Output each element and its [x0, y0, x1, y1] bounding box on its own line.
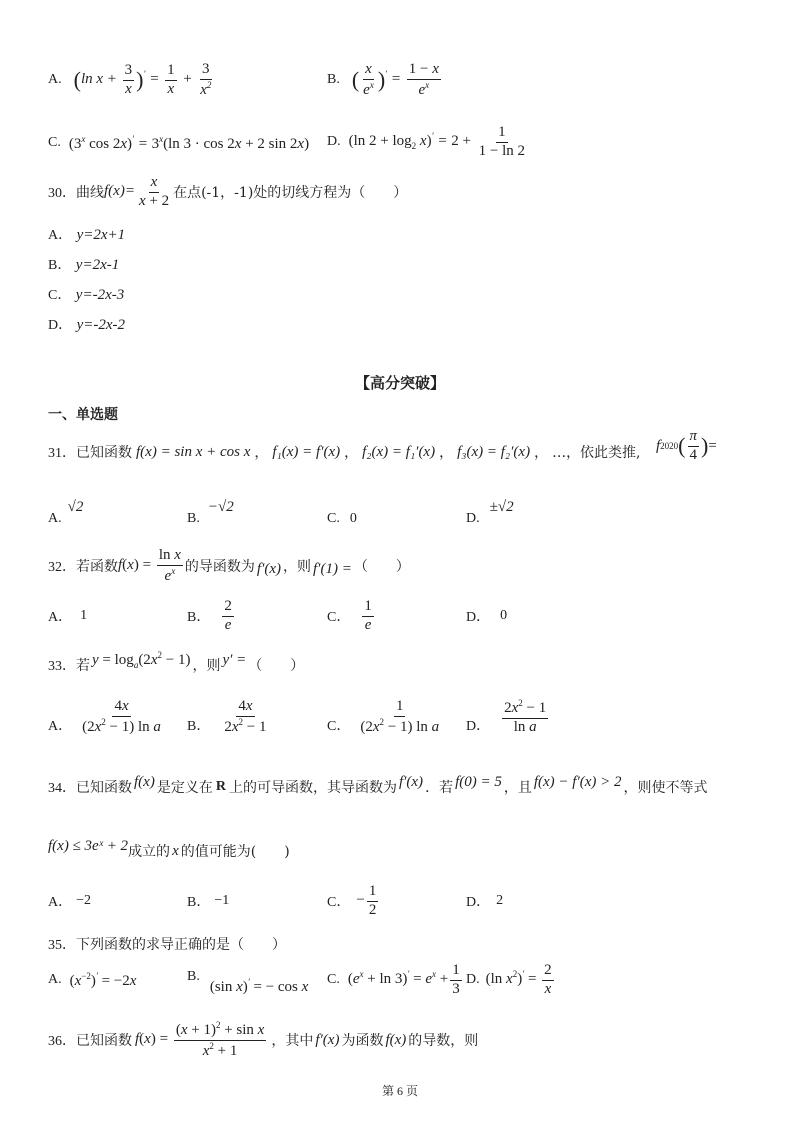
q31-option-b: [187, 500, 234, 526]
q29-option-a: [48, 60, 215, 100]
q34-x: x: [172, 842, 179, 859]
option-text: −√2: [207, 498, 234, 515]
q36-fx: f(x): [385, 1031, 407, 1048]
option-text: 1: [80, 608, 88, 623]
q32-deriv: f′(x): [256, 560, 282, 577]
q35-option-a: [48, 960, 136, 1000]
q32-c-frac: $\frac{1}{e}$: [364, 598, 372, 633]
option-text: y=-2x-3: [75, 287, 125, 303]
q31-f3: f₃(x) = f₂′(x): [457, 443, 531, 460]
q36-fpx: f′(x): [315, 1031, 340, 1048]
q35-a-formula: $(x^{-2})' = -2x$: [69, 970, 137, 989]
option-label: C．: [48, 288, 72, 303]
option-label: C．: [327, 610, 351, 625]
option-label: A．: [48, 228, 73, 243]
option-label: C.: [327, 511, 340, 526]
q31-option-d: [466, 500, 514, 526]
q34-ineq: f(x) ≤ 3eˣ + 2: [48, 837, 129, 854]
q32-option-c: [327, 598, 376, 634]
option-label: A．: [48, 610, 73, 625]
q35-b-formula: (sin x)′ = − cos x: [209, 976, 309, 995]
q34-stem7: 成立的: [128, 844, 171, 860]
q34-fpx: f′(x): [398, 773, 424, 790]
q29-option-a-formula: (ln x + $\frac{3}{x}$ )′ = $\frac{1}{x}$ + $\frac{3}{x^2}$: [73, 61, 212, 98]
page-number: 第 6 页: [381, 1084, 418, 1098]
q35-option-c: [327, 960, 464, 1000]
option-label: B.: [327, 72, 340, 87]
option-label: B．: [187, 895, 211, 910]
option-text: 0: [500, 608, 508, 623]
q34-fx: f(x): [134, 773, 155, 790]
q34-option-b: [187, 880, 229, 922]
option-label: D．: [466, 895, 491, 910]
q33-option-a: [48, 696, 165, 738]
option-text: y=2x+1: [76, 227, 126, 243]
q34-cond1: f(0) = 5: [455, 773, 502, 790]
q33-b-frac: $\frac{4x}{2x^2 - 1}$: [224, 698, 267, 735]
question-number: 31．: [48, 446, 76, 461]
q34-stem-line2: [48, 836, 290, 866]
option-label: C．: [327, 719, 351, 734]
q31-option-c: [327, 500, 357, 526]
q32-stem: [48, 546, 410, 586]
q30-option-d: [48, 314, 125, 334]
q36-func: f(x) = $\frac{(x + 1)^2 + \sin x}{x^2 + 1}$: [135, 1020, 265, 1059]
option-text: −2: [76, 893, 92, 908]
q29-option-b: [327, 60, 443, 100]
section-subtitle: 一、单选题: [48, 407, 118, 423]
q36-stem1: 已知函数: [76, 1033, 132, 1049]
q32-stem-prefix: 若函数: [76, 559, 118, 575]
option-text: 0: [349, 511, 357, 526]
option-text: y=2x-1: [75, 257, 120, 273]
q35-d-formula: (ln $x^2)'$ = $\frac{2}{x}$: [485, 962, 552, 997]
option-text: √2: [67, 498, 84, 515]
option-label: C.: [327, 972, 340, 987]
option-label: B．: [48, 258, 72, 273]
q34-option-a: [48, 880, 91, 922]
q34-stem8: 的值可能为( ): [180, 844, 290, 860]
section-title: 【高分突破】: [354, 374, 445, 392]
q35-c-formula: $(e^x + \ln 3)' = e^x$ + $\frac{1}{3}$: [347, 962, 460, 997]
q34-stem1: 已知函数: [76, 780, 132, 796]
option-label: A.: [48, 72, 62, 87]
option-label: D.: [466, 972, 480, 987]
q34-option-d: [466, 880, 503, 922]
q31-fx: f(x) = sin x + cos x: [136, 443, 251, 460]
q34-stem2: 是定义在: [156, 780, 213, 796]
q35-stem: [48, 932, 286, 956]
q31-stem-text: 已知函数: [76, 445, 132, 461]
option-text: 2: [496, 893, 504, 908]
option-label: C．: [327, 895, 351, 910]
q33-ask: y′ =: [222, 651, 247, 668]
q33-option-b: [187, 696, 270, 738]
q33-d-frac: $\frac{2x^2 - 1}{\text{ln a}}$: [504, 698, 547, 735]
q34-option-c: [327, 880, 380, 922]
q33-a-frac: $\frac{4x}{(2x^2 - 1) \ln a}$: [82, 698, 161, 735]
q33-stem-prefix: 若: [76, 658, 90, 674]
q29-option-d: [327, 122, 529, 162]
q32-stem-then: ，则: [283, 559, 312, 575]
q33-stem: [48, 650, 304, 680]
option-label: D．: [48, 318, 73, 333]
q30-stem: [48, 172, 407, 212]
q32-ask: f′(1) =: [313, 560, 352, 577]
option-label: A.: [48, 511, 62, 526]
q31-suffix: …，依此类推,: [552, 445, 641, 461]
q30-stem-suffix: 在点(-1，-1)处的切线方程为（ ）: [173, 185, 408, 201]
q31-f2: f₂(x) = f₁′(x): [362, 443, 436, 460]
option-text: ±√2: [489, 498, 514, 515]
q29-option-c-formula: (3$^x$ $\cos 2x)' = 3^x(\ln$ 3 · cos 2x + 2 sin 2x): [68, 133, 310, 152]
q32-func: f(x) = $\frac{\text{ln x}}{e^x}$: [118, 547, 181, 584]
q32-b-frac: $\frac{2}{e}$: [224, 598, 232, 633]
option-label: D.: [327, 134, 341, 149]
q33-option-c: [327, 696, 443, 738]
q32-option-b: [187, 598, 236, 634]
q30-stem-prefix: 曲线: [76, 185, 104, 201]
option-label: D．: [466, 719, 491, 734]
option-label: A．: [48, 895, 73, 910]
q33-func: $y = \log_a(2x^2 - 1)$: [92, 650, 191, 670]
q29-option-d-formula: (ln $2 + \log_2 x)' = 2$ + $\frac{1}{1 - \ln 2}$: [348, 124, 526, 159]
q36-stem: [48, 1016, 478, 1064]
q30-func: f(x)= $\frac{x}{x + 2}$: [104, 174, 170, 209]
q32-option-a: [48, 598, 87, 634]
q29-option-c: [48, 128, 309, 158]
option-label: A．: [48, 719, 73, 734]
q34-stem5: ，且: [503, 780, 532, 796]
q30-option-b: [48, 254, 119, 274]
question-number: 32．: [48, 560, 76, 575]
option-label: B.: [187, 969, 200, 984]
q34-cond2: f(x) − f′(x) > 2: [533, 773, 622, 790]
q31-stem: 31． 已知函数 f(x) = sin x + cos x ， f₁(x) = f′(x) ， f₂(x) = f₁′(x) ， f₃(x) = f₂′(x) ， …，依此类推,: [48, 443, 641, 461]
q33-c-frac: $\frac{1}{(2x^2 - 1) \ln a}$: [360, 698, 440, 735]
q35-option-b: [187, 960, 308, 1000]
q34-R: R: [215, 779, 226, 794]
q35-stem-text: 下列函数的求导正确的是（ ）: [76, 937, 286, 953]
option-label: D．: [466, 610, 491, 625]
q34-stem4: ．若: [425, 780, 454, 796]
question-number: 30．: [48, 186, 76, 201]
q32-stem-mid: 的导函数为: [184, 559, 255, 575]
q34-stem-line1: [48, 772, 708, 802]
option-text: −1: [214, 893, 230, 908]
q36-stem3: 为函数: [341, 1033, 384, 1049]
option-label: B．: [187, 610, 211, 625]
q34-stem6: ，则使不等式: [623, 780, 708, 796]
option-label: B．: [187, 719, 211, 734]
q36-stem4: 的导数，则: [408, 1033, 479, 1049]
option-label: A.: [48, 972, 62, 987]
q30-option-a: [48, 224, 125, 244]
q33-stem-mid: ，则: [192, 658, 221, 674]
option-label: B.: [187, 511, 200, 526]
q31-ask: f 2020 ( $\frac{\pi}{4}$ ) =: [656, 428, 717, 463]
option-label: C.: [48, 135, 61, 150]
question-number: 35．: [48, 938, 76, 953]
q36-stem2: ，其中: [271, 1033, 314, 1049]
q32-blank: （ ）: [353, 559, 410, 575]
q33-option-d: [466, 696, 550, 738]
q34-c-frac: − $\frac{1}{2}$: [356, 883, 377, 918]
q30-option-c: [48, 284, 124, 304]
q30-func-label: f(x)=: [104, 183, 135, 200]
q32-option-d: [466, 598, 507, 634]
q31-f1: f₁(x) = f′(x): [272, 443, 341, 460]
question-number: 34．: [48, 781, 76, 796]
q29-option-b-formula: ( $\frac{x}{e^x}$ )′ = $\frac{1 - x}{e^x}$: [351, 61, 439, 98]
q35-option-d: [466, 960, 556, 1000]
question-number: 33．: [48, 659, 76, 674]
question-number: 36．: [48, 1034, 76, 1049]
q34-stem3: 上的可导函数，其导函数为: [228, 780, 397, 796]
option-label: D.: [466, 511, 480, 526]
option-text: y=-2x-2: [76, 317, 126, 333]
q31-option-a: [48, 500, 83, 526]
q33-blank: （ ）: [248, 658, 305, 674]
